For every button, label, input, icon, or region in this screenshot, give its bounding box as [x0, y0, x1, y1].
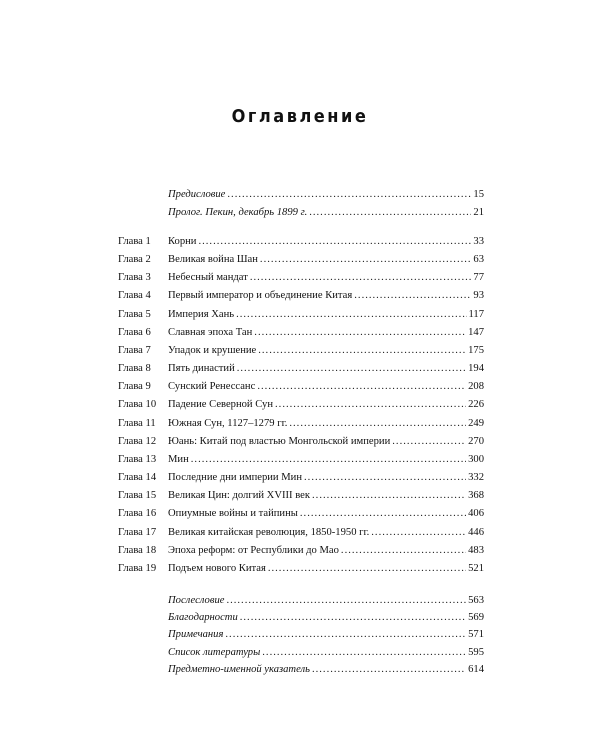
entry-title: Опиумные войны и тайпины: [168, 508, 298, 519]
entry-title: Пролог. Пекин, декабрь 1899 г.: [168, 207, 308, 218]
back-matter-row: [118, 610, 484, 626]
entry-title: Юань: Китай под властью Монгольской империи: [168, 436, 391, 447]
page-number: 595: [468, 647, 484, 658]
toc-entry: [168, 361, 484, 377]
dot-leader: [304, 470, 466, 486]
chapter-row: [118, 325, 484, 341]
dot-leader: [289, 416, 466, 432]
back-matter-row: [118, 645, 484, 661]
toc-entry: [168, 525, 484, 541]
page-number: 63: [473, 254, 484, 265]
chapter-label: Глава 10: [118, 399, 157, 410]
chapter-row: [118, 470, 484, 486]
entry-title: Великая Цин: долгий XVIII век: [168, 490, 311, 501]
page-number: 521: [468, 563, 484, 574]
chapter-label: Глава 3: [118, 272, 151, 283]
dot-leader: [225, 627, 466, 643]
chapter-row: [118, 434, 484, 450]
entry-title: Южная Сун, 1127–1279 гг.: [168, 418, 288, 429]
chapter-row: [118, 307, 484, 323]
page-number: 332: [468, 472, 484, 483]
dot-leader: [262, 645, 466, 661]
dot-leader: [354, 288, 471, 304]
chapter-row: [118, 343, 484, 359]
dot-leader: [260, 252, 471, 268]
dot-leader: [392, 434, 466, 450]
page-number: 117: [468, 309, 484, 320]
dot-leader: [237, 361, 466, 377]
page-number: 563: [468, 595, 484, 606]
entry-title: Великая война Шан: [168, 254, 258, 265]
entry-title: Небесный мандат: [168, 272, 248, 283]
page-number: 226: [468, 399, 484, 410]
toc-entry: [168, 270, 484, 286]
entry-title: Список литературы: [168, 647, 261, 658]
dot-leader: [300, 506, 466, 522]
dot-leader: [258, 343, 466, 359]
chapter-label: Глава 1: [118, 236, 151, 247]
entry-title: Благодарности: [168, 612, 238, 623]
entry-title: Славная эпоха Тан: [168, 327, 253, 338]
toc-entry: [168, 662, 484, 678]
dot-leader: [312, 488, 466, 504]
chapter-label: Глава 13: [118, 454, 157, 465]
page-number: 15: [473, 189, 484, 200]
page-number: 483: [468, 545, 484, 556]
entry-title: Первый император и объединение Китая: [168, 290, 353, 301]
page-number: 406: [468, 508, 484, 519]
entry-title: Примечания: [168, 629, 224, 640]
page-number: 249: [468, 418, 484, 429]
dot-leader: [250, 270, 472, 286]
chapter-row: [118, 452, 484, 468]
chapter-label: Глава 5: [118, 309, 151, 320]
entry-title: Предметно-именной указатель: [168, 664, 310, 675]
chapter-label: Глава 15: [118, 490, 157, 501]
entry-title: Упадок и крушение: [168, 345, 257, 356]
toc-entry: [168, 325, 484, 341]
chapter-row: [118, 234, 484, 250]
chapter-label: Глава 8: [118, 363, 151, 374]
chapter-row: [118, 379, 484, 395]
toc-entry: [168, 610, 484, 626]
chapter-label: Глава 18: [118, 545, 157, 556]
back-matter-row: [118, 593, 484, 609]
chapter-label: Глава 17: [118, 527, 157, 538]
toc-entry: [168, 506, 484, 522]
toc-entry: [168, 470, 484, 486]
chapter-row: [118, 506, 484, 522]
page-number: 194: [468, 363, 484, 374]
toc-entry: [168, 252, 484, 268]
toc-entry: [168, 205, 484, 221]
toc-entry: [168, 434, 484, 450]
chapter-row: [118, 561, 484, 577]
chapter-row: [118, 361, 484, 377]
front-matter-row: [118, 187, 484, 203]
toc-entry: [168, 627, 484, 643]
entry-title: Мин: [168, 454, 189, 465]
dot-leader: [309, 205, 471, 221]
dot-leader: [240, 610, 466, 626]
dot-leader: [236, 307, 466, 323]
page-number: 175: [468, 345, 484, 356]
chapter-row: [118, 416, 484, 432]
back-matter-row: [118, 662, 484, 678]
page-number: 77: [473, 272, 484, 283]
toc-entry: [168, 234, 484, 250]
page-number: 270: [468, 436, 484, 447]
page-number: 33: [473, 236, 484, 247]
dot-leader: [227, 187, 471, 203]
page-number: 614: [468, 664, 484, 675]
chapter-label: Глава 2: [118, 254, 151, 265]
page-number: 300: [468, 454, 484, 465]
toc-entry: [168, 561, 484, 577]
dot-leader: [275, 397, 466, 413]
page-title: Оглавление: [231, 106, 369, 127]
chapter-label: Глава 9: [118, 381, 151, 392]
toc-entry: [168, 379, 484, 395]
entry-title: Великая китайская революция, 1850-1950 гг.: [168, 527, 370, 538]
entry-title: Предисловие: [168, 189, 226, 200]
dot-leader: [254, 325, 466, 341]
toc-entry: [168, 288, 484, 304]
dot-leader: [341, 543, 466, 559]
entry-title: Эпоха реформ: от Республики до Мао: [168, 545, 339, 556]
chapter-label: Глава 12: [118, 436, 157, 447]
chapter-label: Глава 14: [118, 472, 157, 483]
entry-title: Подъем нового Китая: [168, 563, 266, 574]
page-number: 93: [473, 290, 484, 301]
chapter-row: [118, 270, 484, 286]
chapter-label: Глава 16: [118, 508, 157, 519]
toc-entry: [168, 307, 484, 323]
toc-entry: [168, 416, 484, 432]
back-matter-row: [118, 627, 484, 643]
toc-entry: [168, 343, 484, 359]
page-number: 446: [468, 527, 484, 538]
dot-leader: [198, 234, 471, 250]
entry-title: Пять династий: [168, 363, 235, 374]
chapter-label: Глава 4: [118, 290, 151, 301]
toc-entry: [168, 397, 484, 413]
page-number: 569: [468, 612, 484, 623]
page-number: 368: [468, 490, 484, 501]
page-number: 571: [468, 629, 484, 640]
chapter-row: [118, 288, 484, 304]
chapter-row: [118, 525, 484, 541]
toc-entry: [168, 488, 484, 504]
chapter-row: [118, 252, 484, 268]
toc-entry: [168, 452, 484, 468]
toc-entry: [168, 543, 484, 559]
page-number: 208: [468, 381, 484, 392]
dot-leader: [226, 593, 466, 609]
toc-entry: [168, 645, 484, 661]
entry-title: Последние дни империи Мин: [168, 472, 303, 483]
chapter-label: Глава 7: [118, 345, 151, 356]
dot-leader: [268, 561, 466, 577]
chapter-row: [118, 397, 484, 413]
dot-leader: [371, 525, 466, 541]
entry-title: Падение Северной Сун: [168, 399, 274, 410]
entry-title: Корни: [168, 236, 197, 247]
entry-title: Сунский Ренессанс: [168, 381, 256, 392]
entry-title: Послесловие: [168, 595, 225, 606]
dot-leader: [257, 379, 466, 395]
front-matter-row: [118, 205, 484, 221]
toc-entry: [168, 593, 484, 609]
chapter-row: [118, 488, 484, 504]
chapter-row: [118, 543, 484, 559]
entry-title: Империя Хань: [168, 309, 235, 320]
dot-leader: [191, 452, 466, 468]
chapter-label: Глава 11: [118, 418, 156, 429]
page-number: 21: [473, 207, 484, 218]
chapter-label: Глава 19: [118, 563, 157, 574]
page-number: 147: [468, 327, 484, 338]
toc-entry: [168, 187, 484, 203]
chapter-label: Глава 6: [118, 327, 151, 338]
dot-leader: [312, 662, 466, 678]
